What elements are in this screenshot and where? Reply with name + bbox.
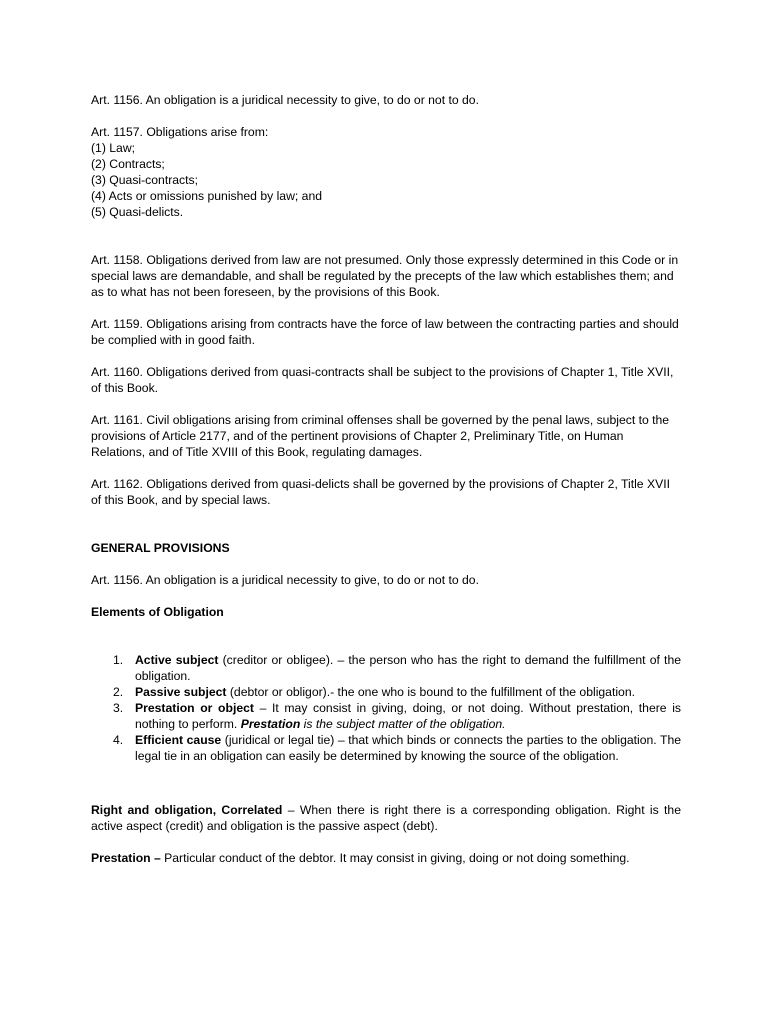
elements-list (91, 652, 681, 764)
right-and-obligation-term: Right and obligation, Correlated (91, 803, 283, 817)
article-1159: Art. 1159. Obligations arising from contracts have the force of law between the contracting parties and should be complied with in good faith. (91, 317, 679, 347)
list-item (91, 732, 681, 764)
elements-heading: Elements of Obligation (91, 605, 224, 619)
article-1156: Art. 1156. An obligation is a juridical necessity to give, to do or not to do. (91, 93, 479, 107)
document-body (91, 92, 681, 866)
article-1158: Art. 1158. Obligations derived from law are not presumed. Only those expressly determined in this Code or in special laws are demandable, and shall be regulated by the precepts of the law which establishes them; and as to what has not been foreseen, by the provisions of this Book. (91, 253, 679, 299)
list-item-text: – It may consist in giving, doing, or not doing. Without prestation, there is nothing to perform. (135, 701, 682, 731)
list-item-emphasis-term: Prestation (240, 717, 301, 731)
article-1157-item: (4) Acts or omissions punished by law; and (91, 189, 322, 203)
article-1161: Art. 1161. Civil obligations arising from criminal offenses shall be governed by the penal laws, subject to the provisions of Article 2177, and of the pertinent provisions of Chapter 2, Preliminary Title, on Human Relations, and of Title XVIII of this Book, regulating damages. (91, 413, 670, 459)
right-and-obligation-paragraph (91, 802, 681, 834)
general-provisions-article-1156: Art. 1156. An obligation is a juridical necessity to give, to do or not to do. (91, 573, 479, 587)
right-and-obligation-text: – When there is right there is a corresponding obligation. Right is the active aspect (credit) and obligation is the passive aspect (debt). (91, 803, 681, 833)
article-1157-item: (5) Quasi-delicts. (91, 205, 184, 219)
article-1157-intro: Art. 1157. Obligations arise from: (91, 125, 269, 139)
article-1157-item: (3) Quasi-contracts; (91, 173, 199, 187)
list-item-term: Active subject (135, 653, 219, 667)
list-item-number: 2. (113, 685, 124, 699)
prestation-text: Particular conduct of the debtor. It may consist in giving, doing or not doing something. (160, 851, 630, 865)
general-provisions-heading: GENERAL PROVISIONS (91, 541, 230, 555)
list-item (91, 700, 681, 732)
article-1157 (91, 124, 681, 220)
list-item-number: 4. (113, 733, 124, 747)
prestation-paragraph (91, 850, 681, 866)
list-item-number: 3. (113, 701, 124, 715)
list-item-text: (debtor or obligor).- the one who is bound to the fulfillment of the obligation. (226, 685, 635, 699)
article-1160: Art. 1160. Obligations derived from quasi-contracts shall be subject to the provisions of Chapter 1, Title XVII, of this Book. (91, 365, 674, 395)
list-item-term: Passive subject (135, 685, 227, 699)
list-item-text: (creditor or obligee). – the person who has the right to demand the fulfillment of the obligation. (135, 653, 681, 683)
list-item (91, 684, 681, 700)
list-item-emphasis-text: is the subject matter of the obligation. (300, 717, 506, 731)
list-item-term: Prestation or object (135, 701, 254, 715)
prestation-term: Prestation – (91, 851, 161, 865)
article-1157-item: (1) Law; (91, 141, 136, 155)
list-item-number: 1. (113, 653, 124, 667)
list-item (91, 652, 681, 684)
article-1157-item: (2) Contracts; (91, 157, 165, 171)
article-1162: Art. 1162. Obligations derived from quasi-delicts shall be governed by the provisions of Chapter 2, Title XVII of this Book, and by special laws. (91, 477, 670, 507)
list-item-term: Efficient cause (135, 733, 222, 747)
list-item-text: (juridical or legal tie) – that which binds or connects the parties to the obligation. The legal tie in an obligation can easily be determined by knowing the source of the obligation. (135, 733, 681, 763)
